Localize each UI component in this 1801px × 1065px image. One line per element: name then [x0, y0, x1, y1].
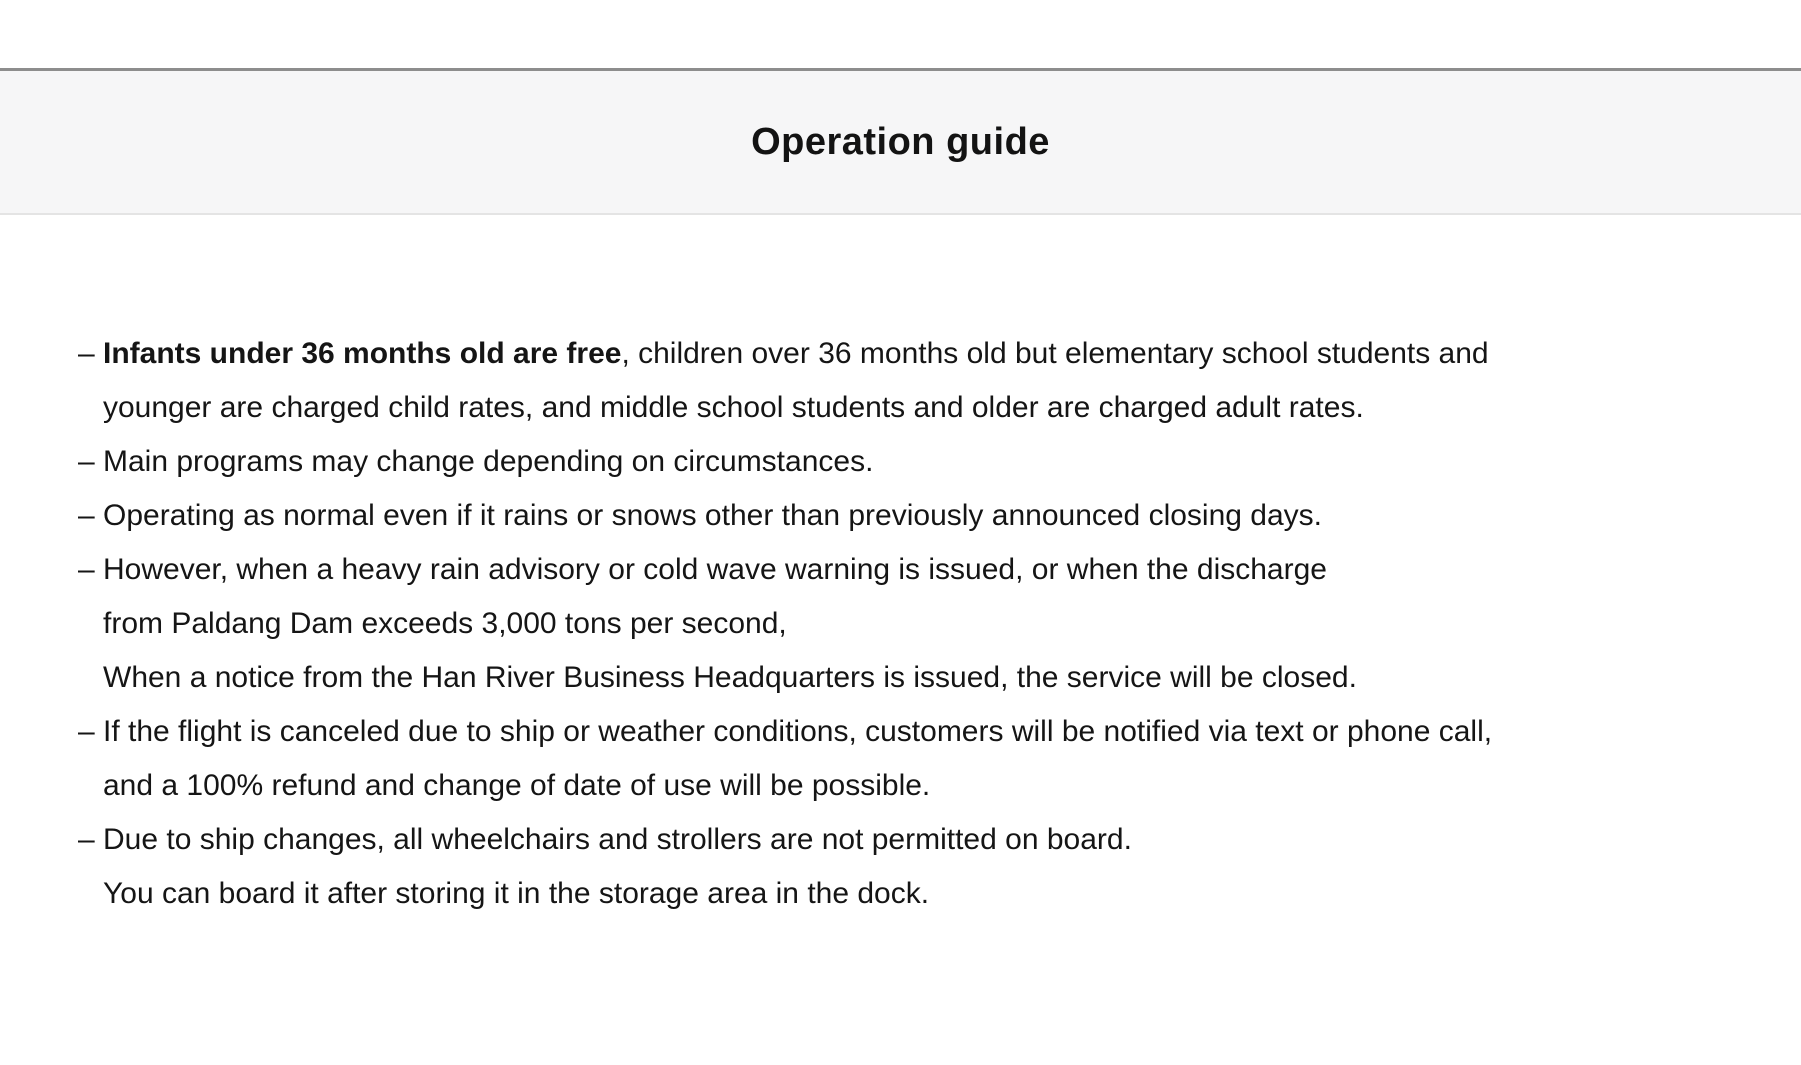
list-item-text — [103, 435, 1761, 489]
list-item-text — [103, 705, 1761, 813]
page — [0, 68, 1801, 1065]
guide-line-rest: , children over 36 months old but elementary school students and — [621, 337, 1489, 370]
bullet-dash: – — [78, 499, 95, 532]
bullet-dash: – — [78, 715, 95, 748]
list-item — [78, 543, 1761, 705]
guide-line: However, when a heavy rain advisory or cold wave warning is issued, or when the discharge — [103, 553, 1327, 586]
list-item — [78, 813, 1761, 921]
section-header — [0, 71, 1801, 215]
guide-line: younger are charged child rates, and middle school students and older are charged adult rates. — [103, 391, 1364, 424]
list-item-text — [103, 327, 1761, 435]
guide-line: and a 100% refund and change of date of use will be possible. — [103, 769, 931, 802]
guide-line: from Paldang Dam exceeds 3,000 tons per second, — [103, 607, 787, 640]
guide-line: Operating as normal even if it rains or snows other than previously announced closing days. — [103, 499, 1322, 532]
guide-line: When a notice from the Han River Business Headquarters is issued, the service will be closed. — [103, 661, 1357, 694]
bold-lead: Infants under 36 months old are free — [103, 337, 622, 370]
page-title: Operation guide — [751, 120, 1050, 163]
list-item-text — [103, 813, 1761, 921]
guide-line: You can board it after storing it in the storage area in the dock. — [103, 877, 930, 910]
list-item-text — [103, 543, 1761, 705]
bullet-dash: – — [78, 445, 95, 478]
list-item — [78, 705, 1761, 813]
guide-line — [103, 327, 1761, 381]
guide-line: Main programs may change depending on circumstances. — [103, 445, 874, 478]
bullet-dash: – — [78, 823, 95, 856]
guide-line: Due to ship changes, all wheelchairs and strollers are not permitted on board. — [103, 823, 1132, 856]
list-item — [78, 327, 1761, 435]
operation-guide-list — [0, 215, 1801, 921]
list-item — [78, 435, 1761, 489]
list-item — [78, 489, 1761, 543]
guide-line: If the flight is canceled due to ship or weather conditions, customers will be notified via text or phone call, — [103, 715, 1493, 748]
list-item-text — [103, 489, 1761, 543]
bullet-dash: – — [78, 553, 95, 586]
bullet-dash: – — [78, 337, 95, 370]
